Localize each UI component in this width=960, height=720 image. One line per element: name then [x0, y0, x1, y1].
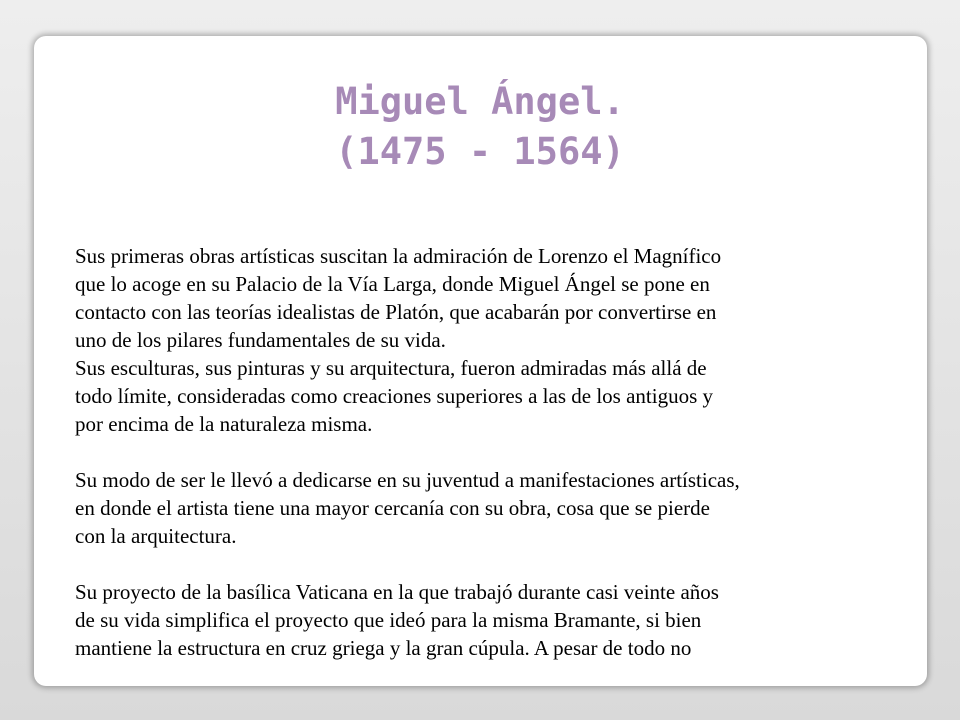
text-line: mantiene la estructura en cruz griega y la gran cúpula. A pesar de todo no — [75, 636, 692, 660]
paragraph-works-admired — [75, 354, 925, 438]
title-dates: (1475 - 1564) — [335, 130, 625, 173]
paragraph-early-works — [75, 242, 925, 354]
text-line: contacto con las teorías idealistas de Platón, que acabarán por convertirse en — [75, 300, 717, 324]
text-line: que lo acoge en su Palacio de la Vía Larga, donde Miguel Ángel se pone en — [75, 272, 710, 296]
paragraph-spacer — [75, 550, 925, 578]
text-line: de su vida simplifica el proyecto que ideó para la misma Bramante, si bien — [75, 608, 702, 632]
paragraph-personality — [75, 466, 925, 550]
slide-body — [75, 242, 925, 662]
text-line: por encima de la naturaleza misma. — [75, 412, 373, 436]
text-line: en donde el artista tiene una mayor cercanía con su obra, cosa que se pierde — [75, 496, 710, 520]
paragraph-vatican-basilica — [75, 578, 925, 662]
text-line: Su proyecto de la basílica Vaticana en la que trabajó durante casi veinte años — [75, 580, 719, 604]
paragraph-spacer — [75, 438, 925, 466]
text-line: uno de los pilares fundamentales de su vida. — [75, 328, 446, 352]
text-line: Su modo de ser le llevó a dedicarse en su juventud a manifestaciones artísticas, — [75, 468, 740, 492]
text-line: con la arquitectura. — [75, 524, 237, 548]
text-line: Sus esculturas, sus pinturas y su arquitectura, fueron admiradas más allá de — [75, 356, 707, 380]
text-line: todo límite, consideradas como creaciones superiores a las de los antiguos y — [75, 384, 713, 408]
title-name: Miguel Ángel. — [335, 80, 625, 123]
text-line: Sus primeras obras artísticas suscitan la admiración de Lorenzo el Magnífico — [75, 244, 722, 268]
slide-title — [0, 77, 960, 177]
